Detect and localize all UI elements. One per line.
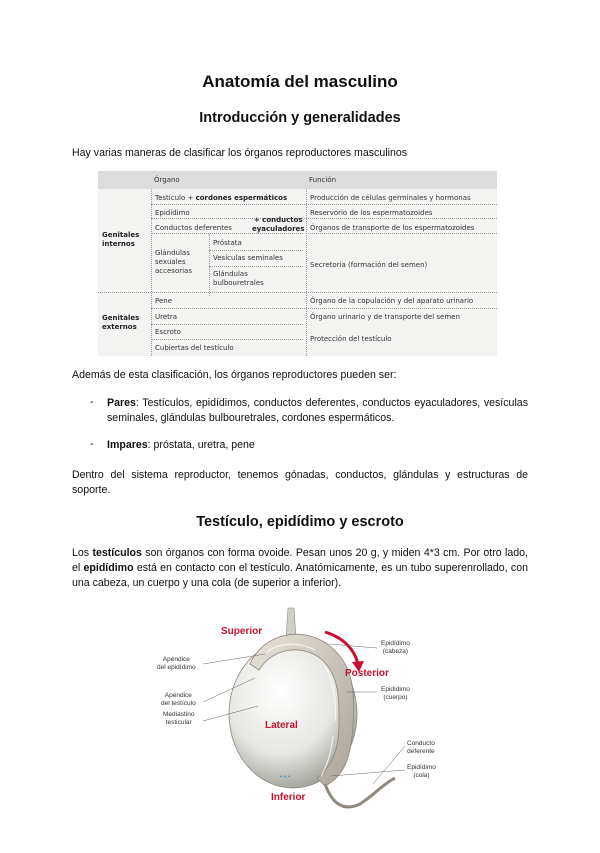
table-hline — [98, 292, 497, 293]
testiculo-paragraph: Los testículos son órganos con forma ovoide. Pesan unos 20 g, y miden 4*3 cm. Por otro lado, el epidídimo está en contacto con el testículo. Anatómicamente, es un tubo superenrollado, con una cabeza, un cuerpo y una cola (de superior a inferior). — [72, 547, 528, 589]
function-1: Producción de células germinales y hormonas — [310, 194, 471, 202]
label-posterior: Posterior — [345, 668, 389, 679]
function-7: Protección del testículo — [310, 335, 392, 343]
label-epididimo-cuerpo: Epidídimo (cuerpo) — [381, 686, 410, 701]
group-internal: Genitales internos — [102, 231, 140, 248]
table-header-organ: Órgano — [154, 176, 180, 184]
table-hline — [151, 339, 303, 340]
list-item-impares: Impares: próstata, uretra, pene — [107, 439, 255, 451]
organ-glandulas-accesorias: Glándulas sexuales accesorias — [155, 249, 192, 275]
organ-bulbouretrales: Glándulas bulbouretrales — [213, 270, 264, 287]
label-lateral: Lateral — [265, 720, 298, 731]
label-superior: Superior — [221, 626, 263, 637]
after-table-paragraph: Además de esta clasificación, los órganos reproductores pueden ser: — [72, 369, 397, 381]
intro-paragraph: Hay varias maneras de clasificar los órganos reproductores masculinos — [72, 147, 408, 159]
label-conducto-deferente: Conducto deferente — [407, 740, 435, 755]
function-6: Órgano urinario y de transporte del semen — [310, 313, 460, 321]
organ-conductos: Conductos deferentes — [155, 224, 232, 232]
table-hline — [209, 266, 303, 267]
page-title: Anatomía del masculino — [202, 72, 398, 91]
table-hline — [209, 250, 303, 251]
label-apendice-epididimo: Apéndice del epidídimo — [157, 656, 196, 671]
system-paragraph: Dentro del sistema reproductor, tenemos gónadas, conductos, glándulas y estructuras de soporte. — [72, 469, 528, 496]
blue-marker-icon: ˆ˄ˆ — [279, 775, 291, 784]
table-hline — [151, 308, 497, 309]
organ-plus-conductos: + conductos eyaculadores — [252, 216, 305, 233]
section-heading-intro: Introducción y generalidades — [199, 110, 401, 126]
classification-table — [98, 171, 497, 356]
label-inferior: Inferior — [271, 792, 306, 803]
organ-prostata: Próstata — [213, 239, 242, 247]
function-3: Órganos de transporte de los espermatozoides — [310, 224, 475, 232]
list-bullet: - — [90, 396, 94, 408]
label-epididimo-cola: Epidídimo (cola) — [407, 764, 436, 779]
table-vline — [209, 234, 210, 296]
label-epididimo-cabeza: Epidídimo (cabeza) — [381, 640, 410, 655]
organ-pene: Pene — [155, 297, 173, 305]
table-vline — [306, 189, 307, 356]
testicle-illustration — [155, 606, 455, 848]
label-apendice-testiculo: Apéndice del testículo — [161, 692, 196, 707]
table-hline — [151, 218, 497, 219]
table-header-function: Función — [309, 176, 337, 184]
function-5: Órgano de la copulación y del aparato urinario — [310, 297, 474, 305]
organ-testiculo: Testículo + cordones espermáticos — [155, 194, 288, 202]
function-2: Reservorio de los espermatozoides — [310, 209, 433, 217]
label-mediastino: Mediastino testicular — [163, 711, 195, 726]
testicle-figure — [155, 606, 455, 848]
organ-escroto: Escroto — [155, 328, 181, 336]
organ-cubiertas: Cubiertas del testículo — [155, 344, 234, 352]
function-4: Secretoria (formación del semen) — [310, 261, 428, 269]
table-vline — [151, 189, 152, 356]
list-item-pares: Pares: Testículos, epidídimos, conductos deferentes, conductos eyaculadores, vesículas seminales, glándulas bulbouretrales, cordones espermáticos. — [107, 397, 528, 424]
group-external: Genitales externos — [102, 314, 140, 331]
organ-vesiculas: Vesículas seminales — [213, 254, 283, 262]
table-hline — [306, 233, 497, 234]
organ-epididimo: Epidídimo — [155, 209, 190, 217]
organ-uretra: Uretra — [155, 313, 178, 321]
list-bullet: - — [90, 438, 94, 450]
table-hline — [151, 324, 303, 325]
section-heading-testiculo: Testículo, epidídimo y escroto — [196, 514, 404, 530]
table-hline — [151, 204, 497, 205]
